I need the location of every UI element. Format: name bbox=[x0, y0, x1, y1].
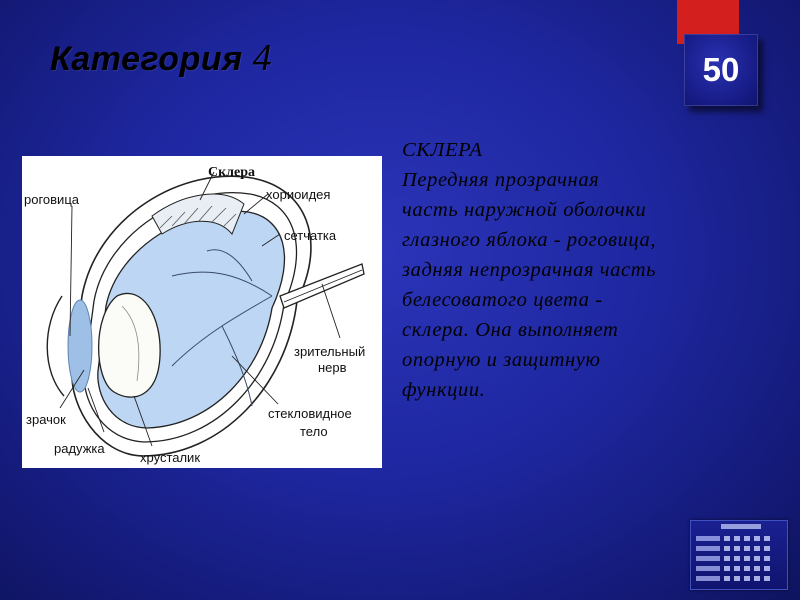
label-retina: сетчатка bbox=[284, 228, 337, 243]
eye-diagram-svg bbox=[22, 156, 382, 468]
label-vitreous-1: стекловидное bbox=[268, 406, 352, 421]
cornea-curve bbox=[47, 296, 64, 396]
label-vitreous-2: тело bbox=[300, 424, 328, 439]
iris-shape bbox=[68, 300, 92, 392]
label-lens: хрусталик bbox=[140, 450, 201, 465]
label-iris: радужка bbox=[54, 441, 105, 456]
label-cornea: роговица bbox=[24, 192, 79, 207]
lens-shape bbox=[99, 293, 161, 397]
label-sclera: Склера bbox=[208, 165, 256, 180]
points-badge: 50 bbox=[684, 34, 758, 106]
answer-line: глазного яблока - роговица, bbox=[402, 229, 657, 251]
answer-line: функции. bbox=[402, 379, 486, 401]
thumbnail-row bbox=[696, 566, 770, 571]
label-optic-nerve-2: нерв bbox=[318, 360, 347, 375]
eye-diagram bbox=[22, 156, 382, 468]
thumbnail-row bbox=[696, 556, 770, 561]
answer-text bbox=[402, 135, 792, 405]
answer-line: склера. Она выполняет bbox=[402, 319, 619, 341]
category-word: Категория bbox=[50, 40, 243, 78]
answer-line: задняя непрозрачная часть bbox=[402, 259, 657, 281]
thumbnail-row bbox=[696, 576, 770, 581]
label-choroid: хориоидея bbox=[266, 187, 331, 202]
answer-line: опорную и защитную bbox=[402, 349, 601, 371]
answer-line: часть наружной оболочки bbox=[402, 199, 647, 221]
label-optic-nerve-1: зрительный bbox=[294, 344, 366, 359]
thumbnail-row bbox=[696, 536, 770, 541]
answer-line: белесоватого цвета - bbox=[402, 289, 603, 311]
game-board-thumbnail-button[interactable] bbox=[690, 520, 788, 590]
category-number: 4 bbox=[252, 37, 273, 79]
category-title bbox=[50, 36, 272, 80]
thumbnail-row bbox=[696, 546, 770, 551]
optic-nerve-leader bbox=[322, 284, 340, 338]
label-pupil: зрачок bbox=[26, 412, 66, 427]
answer-line: Передняя прозрачная bbox=[402, 169, 600, 191]
answer-line: СКЛЕРА bbox=[402, 139, 483, 161]
thumbnail-title bbox=[721, 524, 761, 529]
